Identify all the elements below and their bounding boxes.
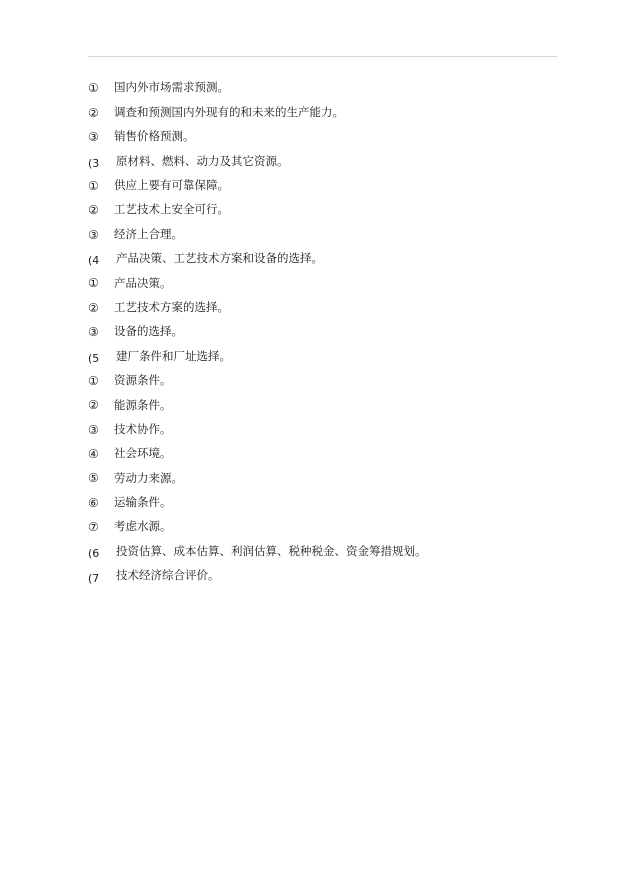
section-heading (88, 564, 568, 588)
item-marker: ② (88, 105, 99, 120)
list-item (88, 466, 568, 490)
item-text: 销售价格预测。 (114, 129, 195, 144)
item-marker: (6 (88, 547, 100, 561)
list-item (88, 125, 568, 149)
item-marker: ④ (88, 447, 99, 462)
section-heading (88, 344, 568, 368)
item-marker: ① (88, 81, 99, 96)
item-marker: ① (88, 373, 99, 388)
list-item (88, 222, 568, 246)
item-text: 调查和预测国内外现有的和未来的生产能力。 (114, 104, 344, 119)
item-text: 社会环境。 (114, 446, 172, 461)
list-item (88, 320, 568, 344)
item-marker: ① (88, 178, 99, 193)
item-text: 工艺技术方案的选择。 (114, 299, 229, 314)
list-item (88, 198, 568, 222)
list-item (88, 369, 568, 393)
item-marker: ⑦ (88, 520, 99, 535)
item-text: 资源条件。 (114, 373, 172, 388)
item-text: 技术协作。 (114, 421, 172, 436)
item-text: 供应上要有可靠保障。 (114, 178, 229, 192)
header-rule (88, 56, 557, 57)
item-text: 考虑水源。 (114, 519, 172, 534)
item-text: 劳动力来源。 (114, 470, 183, 485)
item-text: 工艺技术上安全可行。 (114, 202, 229, 217)
item-text: 设备的选择。 (114, 324, 183, 339)
section-heading (88, 539, 568, 563)
item-marker: ③ (88, 325, 99, 340)
item-text: 投资估算、成本估算、利润估算、税种税金、资金筹措规划。 (116, 543, 427, 558)
item-text: 原材料、燃料、动力及其它资源。 (116, 153, 289, 168)
item-marker: ② (88, 300, 99, 315)
list-item (88, 271, 568, 295)
list-item (88, 296, 568, 320)
content-list (88, 76, 568, 588)
item-text: 国内外市场需求预测。 (114, 80, 229, 95)
item-text: 能源条件。 (114, 397, 172, 412)
item-marker: (5 (88, 351, 100, 365)
item-marker: (7 (88, 571, 100, 585)
item-text: 经济上合理。 (114, 226, 183, 241)
item-marker: ③ (88, 129, 99, 144)
item-marker: ⑤ (88, 471, 99, 486)
item-marker: ③ (88, 227, 99, 242)
item-marker: (3 (88, 156, 100, 170)
item-marker: ① (88, 276, 99, 291)
item-text: 运输条件。 (114, 495, 172, 510)
list-item (88, 515, 568, 539)
list-item (88, 76, 568, 100)
list-item (88, 393, 568, 417)
item-text: 建厂条件和厂址选择。 (116, 348, 231, 363)
item-marker: ③ (88, 422, 99, 437)
item-marker: ② (88, 203, 99, 218)
section-heading (88, 149, 568, 173)
section-heading (88, 247, 568, 271)
item-text: 技术经济综合评价。 (116, 568, 220, 583)
list-item (88, 491, 568, 515)
list-item (88, 417, 568, 441)
list-item (88, 100, 568, 124)
item-text: 产品决策、工艺技术方案和设备的选择。 (116, 251, 323, 266)
item-marker: (4 (88, 254, 100, 268)
item-text: 产品决策。 (114, 275, 172, 290)
list-item (88, 442, 568, 466)
list-item (88, 174, 568, 198)
item-marker: ② (88, 398, 99, 413)
item-marker: ⑥ (88, 495, 99, 510)
